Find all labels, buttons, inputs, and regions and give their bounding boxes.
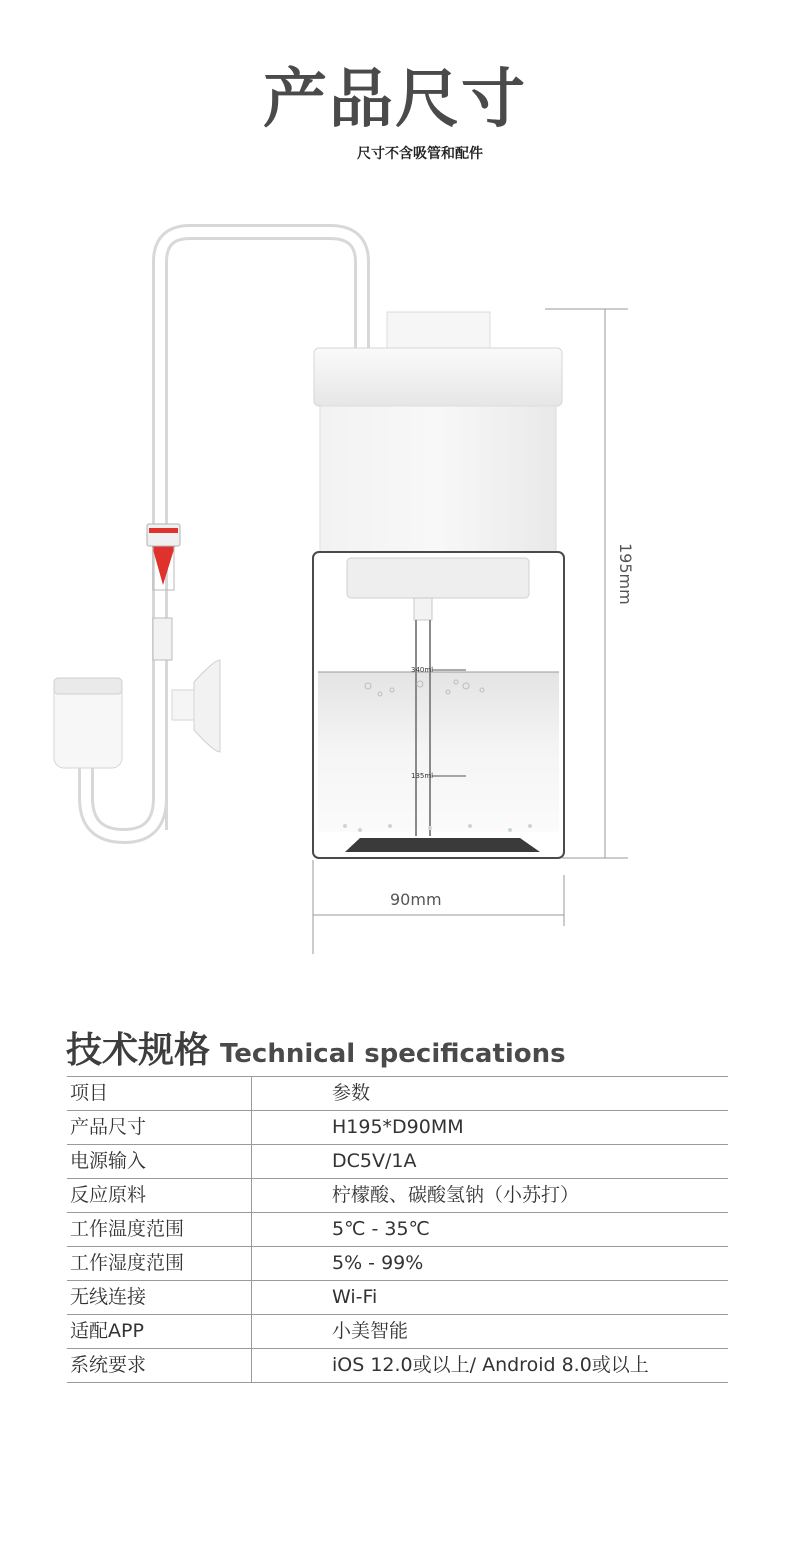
volume-mark-upper: 340ml [411,666,434,674]
spec-value: DC5V/1A [252,1145,729,1179]
spec-value: Wi-Fi [252,1281,729,1315]
spec-heading [66,1022,566,1073]
table-row [67,1213,728,1247]
spec-key: 工作湿度范围 [67,1247,252,1281]
spec-value: iOS 12.0或以上/ Android 8.0或以上 [252,1349,729,1383]
spec-value: 柠檬酸、碳酸氢钠（小苏打） [252,1179,729,1213]
table-row [67,1179,728,1213]
product-dimension-illustration [0,200,790,980]
spec-key: 产品尺寸 [67,1111,252,1145]
spec-key: 工作温度范围 [67,1213,252,1247]
spec-value: 5℃ - 35℃ [252,1213,729,1247]
spec-value: 5% - 99% [252,1247,729,1281]
table-row [67,1315,728,1349]
table-row [67,1111,728,1145]
table-row [67,1247,728,1281]
table-row [67,1281,728,1315]
spec-value: 参数 [252,1077,729,1111]
spec-key: 电源输入 [67,1145,252,1179]
table-row [67,1077,728,1111]
co2-device [313,312,564,858]
page-title: 产品尺寸 [263,63,527,137]
spec-table [67,1076,728,1383]
page-subtitle: 尺寸不含吸管和配件 [357,146,483,162]
width-label: 90mm [390,890,442,909]
spec-key: 无线连接 [67,1281,252,1315]
width-dimension [313,860,564,954]
diffuser [54,660,220,768]
table-row [67,1145,728,1179]
spec-title-zh: 技术规格 [66,1030,211,1071]
spec-key: 系统要求 [67,1349,252,1383]
volume-mark-lower: 135ml [411,772,434,780]
spec-key: 反应原料 [67,1179,252,1213]
height-label: 195mm [616,543,635,605]
spec-key: 项目 [67,1077,252,1111]
spec-value: 小美智能 [252,1315,729,1349]
table-row [67,1349,728,1383]
spec-value: H195*D90MM [252,1111,729,1145]
spec-title-en: Technical specifications [220,1039,566,1069]
spec-key: 适配APP [67,1315,252,1349]
